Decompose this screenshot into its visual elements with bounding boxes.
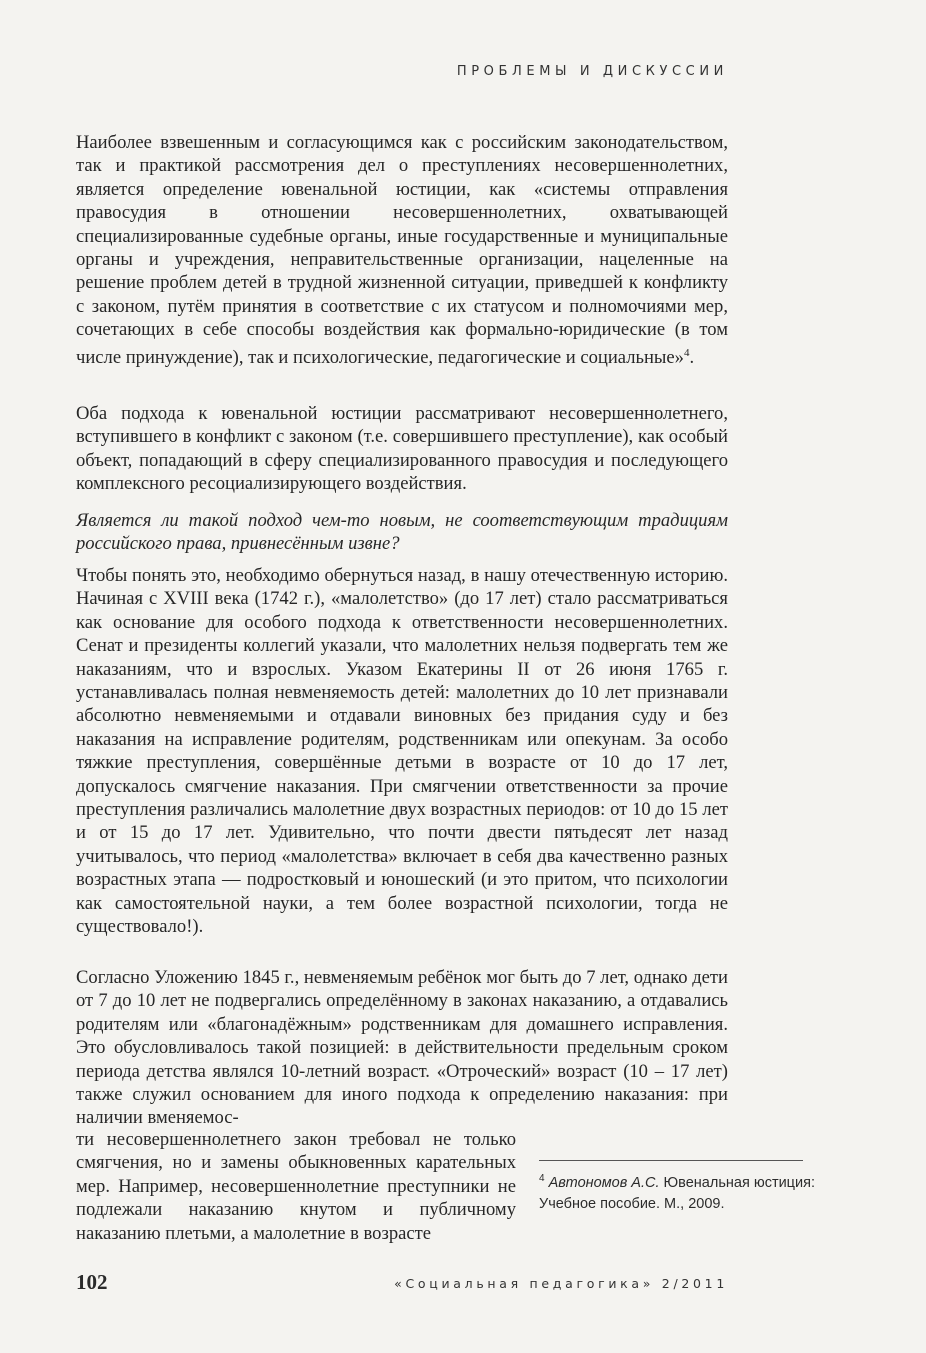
paragraph-text: Наиболее взвешенным и согласующимся как с российским законодательством, так и практикой рассмотрения дел о преступлениях несовершеннолетних, является определение ювенальной юстиции, как «системы отправления правосудия в отношении несовершеннолетних, охватывающей специализированные судебные органы, иные государственные и муниципальные органы и учреждения, неправительственные организации, нацеленные на решение проблем детей в трудной жизненной ситуации, приведшей к конфликту с законом, путём принятия в соответствие с их статусом и полномочиями мер, сочетающих в себе способы воздействия как формально-юридические (в том числе принуждение), так и психологические, педагогические и социальные» [76, 132, 728, 368]
paragraph-code-1845 [76, 966, 728, 1130]
paragraph-text: ти несовершеннолетнего закон требовал не только смягчения, но и замены обыкновенных карательных мер. Например, несовершеннолетние преступники не подлежали наказанию кнутом и публичному наказанию плетьми, а малолетние в возрасте [76, 1129, 516, 1244]
page-number: 102 [76, 1270, 108, 1294]
running-head: ПРОБЛЕМЫ И ДИСКУССИИ [456, 64, 728, 79]
footnote-ref[interactable]: 4 [683, 346, 690, 359]
paragraph-text: Оба подхода к ювенальной юстиции рассматривают несовершеннолетнего, вступившего в конфликт с законом (т.е. совершившего преступление), как особый объект, попадающий в сферу специализированного правосудия и последующего комплексного ресоциализирующего воздействия. [76, 403, 728, 495]
paragraph-history [76, 564, 728, 939]
footnote-number: 4 [539, 1173, 545, 1184]
paragraph-continuation [76, 1128, 516, 1245]
paragraph-approaches [76, 402, 728, 496]
paragraph-text: Чтобы понять это, необходимо обернуться назад, в нашу отечественную историю. Начиная с XVIII века (1742 г.), «малолетство» (до 17 лет) стало рассматриваться как основание для особого подхода к ответственности несовершеннолетних. Сенат и президенты коллегий указали, что малолетних нельзя подвергать тем же наказаниям, что и взрослых. Указом Екатерины II от 26 июня 1765 г. устанавливалась полная невменяемость детей: малолетних до 10 лет признавали абсолютно невменяемыми и отдавали виновных без придания суду и без наказания на исправление родителям, родственникам или опекунам. За особо тяжкие преступления, совершённые детьми в возрасте от 10 до 17 лет, допускалось смягчение наказания. При смягчении ответственности за прочие преступления различались малолетние двух возрастных периодов: от 10 до 15 лет и от 15 до 17 лет. Удивительно, что почти двести пятьдесят лет назад учитывалось, что период «малолетства» включает в себя два качественно разных возрастных этапа — подростковый и юношеский (и это притом, что психологии как самостоятельной науки, а тем более возрастной психологии, тогда не существовало!). [76, 565, 728, 938]
paragraph-text: Согласно Уложению 1845 г., невменяемым ребёнок мог быть до 7 лет, однако дети от 7 до 10 лет не подвергались определённому в законах наказанию, а отдавались родителям или «благонадёжным» родственникам для домашнего исправления. Это обусловливалось такой позицией: в действительности предельным сроком периода детства являлся 10-летний возраст. «Отроческий» возраст (10 – 17 лет) также служил основанием для иного подхода к определению наказания: при наличии вменяемос- [76, 967, 728, 1129]
footnote-divider [539, 1160, 803, 1161]
italic-question [76, 509, 728, 556]
question-text: Является ли такой подход чем-то новым, не соответствующим традициям российского права, привнесённым извне? [76, 510, 728, 555]
paragraph-definition: Наиболее взвешенным и согласующимся как с российским законодательством, так и практикой рассмотрения дел о преступлениях несовершеннолетних, является определение ювенальной юстиции, как «системы отправления правосудия в отношении несовершеннолетних, охватывающей специализированные судебные органы, иные государственные и муниципальные органы и учреждения, неправительственные организации, нацеленные на решение проблем детей в трудной жизненной ситуации, приведшей к конфликту с законом, путём принятия в соответствие с их статусом и полномочиями мер, сочетающих в себе способы воздействия как формально-юридические (в том числе принуждение), так и психологические, педагогические и социальные»$^4$. [76, 132, 728, 368]
footnote-author: Автономов А.С. [548, 1174, 660, 1191]
footnote-text: Ювенальная юстиция: Учебное пособие. М., 2009. [539, 1174, 815, 1212]
footnote [539, 1168, 849, 1215]
journal-name: «Социальная педагогика» 2/2011 [394, 1276, 728, 1291]
